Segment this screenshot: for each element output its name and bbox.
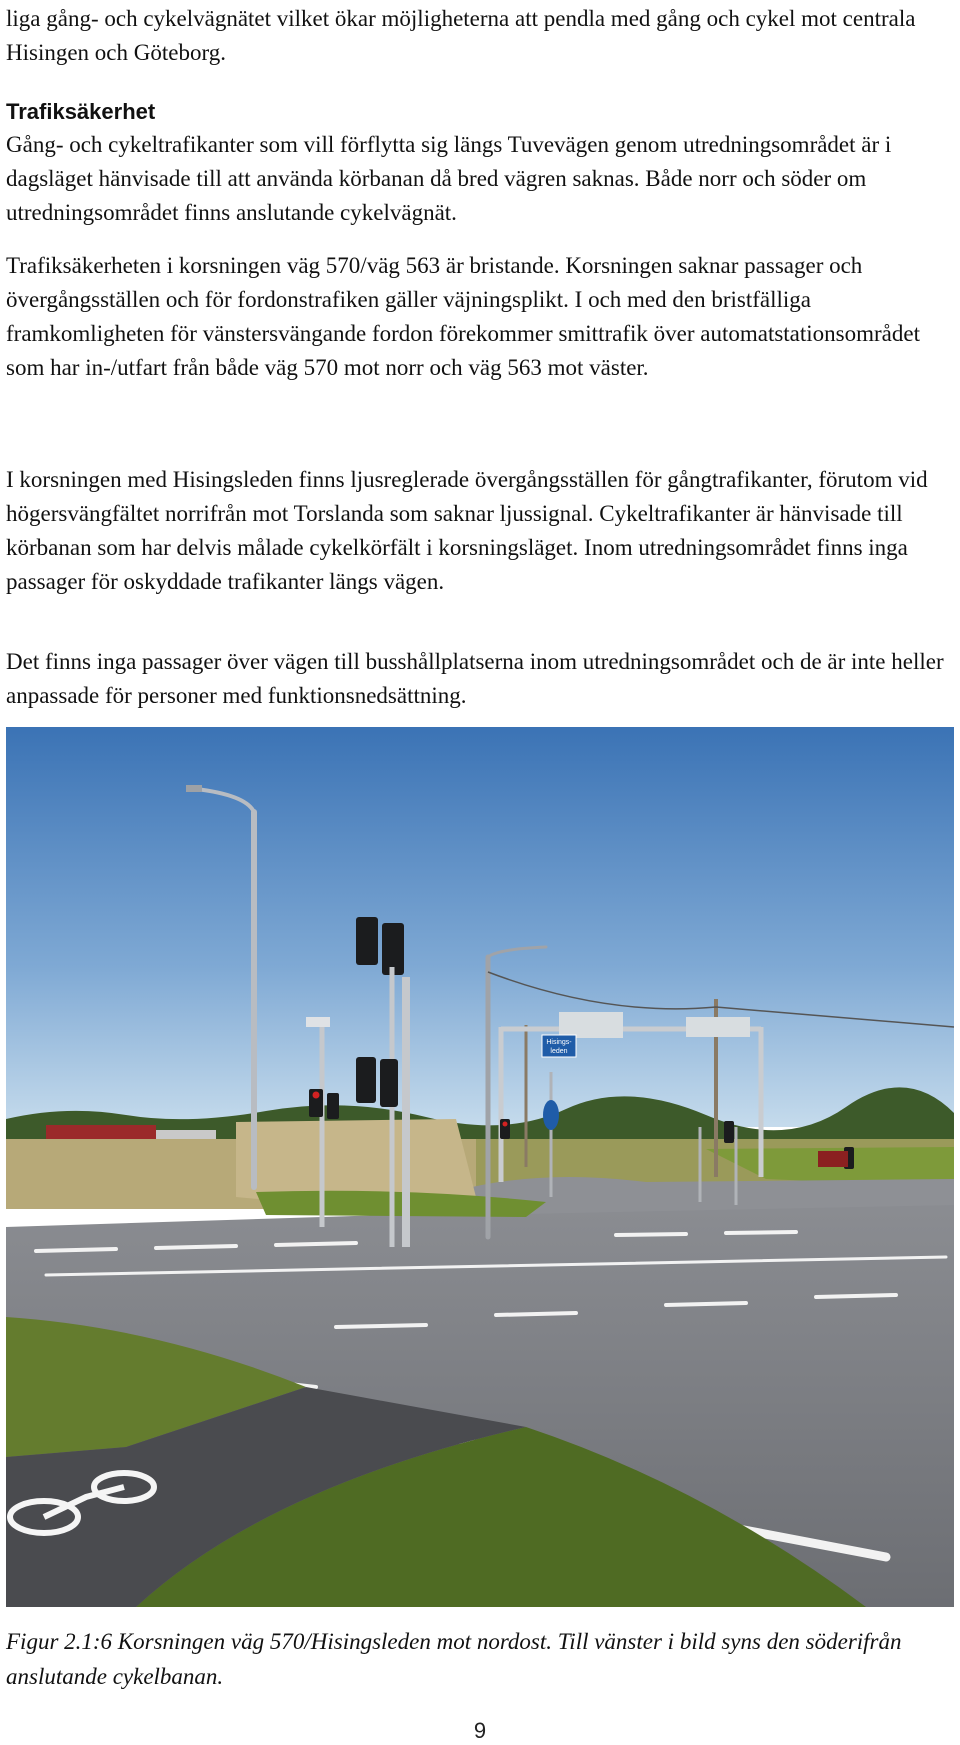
sign-text-line-2: leden <box>550 1048 568 1055</box>
sign-text-line-1: Hisings- <box>546 1039 572 1046</box>
paragraph-3: I korsningen med Hisingsleden finns ljusreglerade övergångsställen för gångtrafikanter, förutom vid högersvängfältet norrifrån mot Torslanda som saknar ljussignal. Cykeltrafikanter är hänvisade till körbanan som har delvis målade cykelkörfält i korsningsläget. Inom utredningsområdet finns inga passager för oskyddade trafikanter längs vägen. <box>6 467 928 594</box>
section-heading: Trafiksäkerhet <box>6 99 156 124</box>
figure-caption: Figur 2.1:6 Korsningen väg 570/Hisingsleden mot nordost. Till vänster i bild syns den söderifrån anslutande cykelbanan. <box>6 1629 902 1689</box>
page-number: 9 <box>473 1718 487 1743</box>
intersection-photo <box>6 727 954 1607</box>
paragraph-4: Det finns inga passager över vägen till busshållplatserna inom utredningsområdet och de är inte heller anpassade för personer med funktionsnedsättning. <box>6 649 944 708</box>
paragraph-2: Trafiksäkerheten i korsningen väg 570/väg 563 är bristande. Korsningen saknar passager och övergångsställen och för fordonstrafiken gäller väjningsplikt. I och med den bristfälliga framkomligheten för vänstersvängande fordon förekommer smittrafik över automatstationsområdet som har in-/utfart från både väg 570 mot norr och väg 563 mot väster. <box>6 253 920 380</box>
paragraph-1: Gång- och cykeltrafikanter som vill förflytta sig längs Tuvevägen genom utredningsområdet är i dagsläget hänvisade till att använda körbanan då bred vägren saknas. Både norr och söder om utredningsområdet finns anslutande cykelvägnät. <box>6 132 892 225</box>
intro-paragraph: liga gång- och cykelvägnätet vilket ökar möjligheterna att pendla med gång och cykel mot centrala Hisingen och Göteborg. <box>6 6 916 65</box>
